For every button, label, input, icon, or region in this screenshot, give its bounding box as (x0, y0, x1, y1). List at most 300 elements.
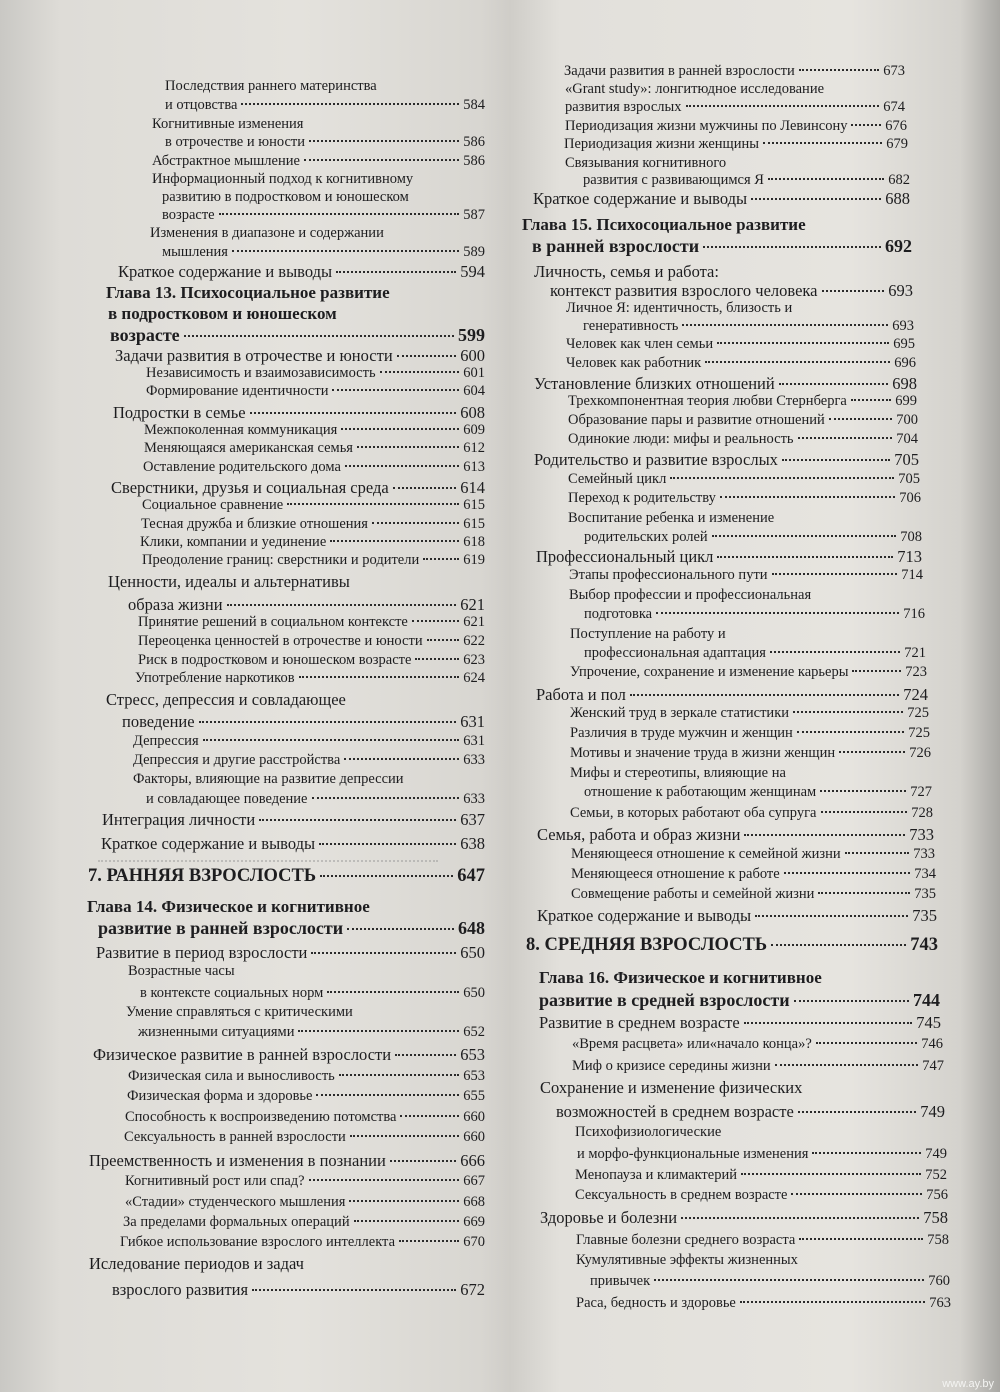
toc-entry-page: 679 (886, 136, 908, 152)
dot-leader (344, 758, 459, 760)
toc-entry-title: Глава 14. Физическое и когнитивное (87, 897, 370, 916)
toc-entry (124, 1129, 485, 1146)
toc-entry (537, 906, 937, 926)
dot-leader (259, 819, 456, 821)
dot-leader (686, 105, 880, 107)
toc-entry (568, 431, 918, 448)
toc-entry-page: 716 (903, 606, 925, 622)
dot-leader (818, 892, 910, 894)
dot-leader (232, 250, 459, 252)
toc-entry-title: Переход к родительству (568, 490, 716, 506)
toc-entry (569, 567, 923, 584)
toc-entry (140, 534, 485, 551)
toc-entry (142, 552, 485, 569)
toc-entry (568, 490, 921, 507)
toc-entry-page: 674 (883, 99, 905, 115)
toc-entry-title: Периодизация жизни мужчины по Левинсону (565, 118, 848, 134)
toc-entry (570, 725, 930, 742)
toc-entry-title: Когнитивные изменения (152, 116, 304, 132)
toc-entry-page: 612 (463, 440, 485, 456)
dot-leader (845, 852, 910, 854)
dot-leader (798, 437, 893, 439)
dot-leader (357, 446, 459, 448)
toc-entry-title: Сверстники, друзья и социальная среда (111, 478, 389, 497)
dot-leader (829, 418, 892, 420)
dot-leader (812, 1152, 921, 1154)
toc-entry (162, 207, 485, 224)
toc-entry (571, 866, 936, 883)
toc-entry (162, 189, 409, 206)
dot-leader (298, 1030, 459, 1032)
toc-entry-title: Преодоление границ: сверстники и родители (142, 552, 420, 568)
toc-entry-page: 601 (463, 365, 485, 381)
dot-leader (311, 952, 456, 954)
toc-entry (570, 705, 929, 722)
toc-entry (112, 1280, 485, 1300)
toc-entry (568, 412, 918, 429)
toc-entry (536, 685, 928, 705)
dot-leader (332, 389, 459, 391)
toc-entry (583, 318, 914, 335)
toc-entry-page: 594 (460, 262, 485, 281)
toc-entry-title: Принятие решений в социальном контексте (138, 614, 408, 630)
toc-entry (87, 897, 370, 917)
toc-entry-page: 693 (888, 281, 913, 300)
toc-entry-title: и морфо-функциональные изменения (577, 1146, 809, 1162)
dot-leader (423, 558, 459, 560)
toc-entry-page: 615 (463, 497, 485, 513)
toc-entry-page: 586 (463, 134, 485, 150)
toc-entry (144, 440, 485, 457)
toc-entry (152, 153, 485, 170)
toc-entry-page: 704 (896, 431, 918, 447)
toc-entry-title: Сохранение и изменение физических (540, 1078, 803, 1097)
toc-entry-page: 633 (463, 791, 485, 807)
toc-entry-title: Меняющаяся американская семья (144, 440, 353, 456)
toc-entry (128, 1068, 485, 1085)
toc-entry-page: 589 (463, 244, 485, 260)
toc-entry-page: 652 (463, 1024, 485, 1040)
toc-entry (550, 281, 913, 301)
dot-leader (852, 670, 901, 672)
toc-entry-title: Факторы, влияющие на развитие депрессии (133, 771, 404, 787)
toc-entry (576, 1232, 949, 1249)
toc-entry (533, 189, 910, 209)
toc-entry-page: 724 (903, 685, 928, 704)
toc-entry (125, 1173, 485, 1190)
toc-entry (89, 1151, 485, 1171)
dot-leader (350, 1135, 459, 1137)
toc-entry-title: Миф о кризисе середины жизни (572, 1058, 771, 1074)
toc-entry-page: 673 (883, 63, 905, 79)
toc-entry-page: 637 (460, 810, 485, 829)
toc-entry-page: 726 (909, 745, 931, 761)
toc-entry-page: 621 (463, 614, 485, 630)
toc-entry (133, 733, 485, 750)
toc-entry-page: 653 (463, 1068, 485, 1084)
toc-entry-page: 676 (885, 118, 907, 134)
dot-leader (820, 790, 906, 792)
toc-entry-page: 587 (463, 207, 485, 223)
toc-entry-page: 614 (460, 478, 485, 497)
toc-entry-page: 728 (911, 805, 933, 821)
dot-leader (775, 1064, 919, 1066)
dot-leader (241, 103, 459, 105)
toc-entry-title: возможностей в среднем возрасте (556, 1102, 794, 1121)
toc-entry-page: 705 (894, 450, 919, 469)
toc-entry-title: Ценности, идеалы и альтернативы (108, 572, 350, 591)
toc-entry-page: 668 (463, 1194, 485, 1210)
toc-entry (568, 471, 920, 488)
toc-entry-title: взрослого развития (112, 1280, 249, 1299)
toc-entry (575, 1124, 721, 1141)
toc-entry-title: Риск в подростковом и юношеском возрасте (138, 652, 412, 668)
toc-entry-page: 609 (463, 422, 485, 438)
toc-entry (133, 771, 404, 788)
toc-entry (570, 765, 786, 782)
toc-entry-title: Переоценка ценностей в отрочестве и юности (138, 633, 423, 649)
toc-entry-title: поведение (122, 712, 195, 731)
toc-entry-title: Родительство и развитие взрослых (534, 450, 778, 469)
toc-entry-page: 727 (910, 784, 932, 800)
toc-entry-title: развитию в подростковом и юношеском (162, 189, 409, 205)
dot-leader (751, 198, 881, 200)
toc-entry-page: 584 (463, 97, 485, 113)
toc-entry-page: 619 (463, 552, 485, 568)
toc-entry-title: Психофизиологические (575, 1124, 722, 1140)
toc-entry-page: 735 (912, 906, 937, 925)
toc-entry-title: Социальное сравнение (142, 497, 284, 513)
toc-entry-title: родительских ролей (584, 529, 708, 545)
toc-entry-title: Независимость и взаимозависимость (146, 365, 376, 381)
dot-leader (744, 834, 905, 836)
toc-entry (128, 595, 485, 615)
toc-entry-page: 650 (463, 985, 485, 1001)
toc-entry-title: Семья, работа и образ жизни (537, 825, 741, 844)
toc-entry (564, 63, 905, 80)
dot-leader (312, 797, 460, 799)
toc-entry-title: Информационный подход к когнитивному (152, 171, 414, 187)
dot-leader (682, 324, 888, 326)
toc-entry (575, 1187, 948, 1204)
dot-leader (784, 872, 911, 874)
toc-entry (135, 670, 485, 687)
toc-entry-title: Стресс, депрессия и совладающее (106, 690, 346, 709)
toc-entry-title: Личность, семья и работа: (534, 262, 719, 281)
dot-leader (717, 556, 893, 558)
toc-entry-title: Менопауза и климактерий (575, 1167, 737, 1183)
toc-entry (584, 529, 922, 546)
toc-entry-page: 758 (927, 1232, 949, 1248)
toc-entry-title: Изменения в диапазоне и содержании (150, 225, 384, 241)
toc-entry-title: Когнитивный рост или спад? (125, 1173, 305, 1189)
toc-entry-title: образа жизни (128, 595, 223, 614)
dot-leader (763, 142, 882, 144)
toc-entry (565, 155, 726, 172)
toc-entry-page: 696 (894, 355, 916, 371)
toc-entry-page: 660 (463, 1129, 485, 1145)
toc-entry-page: 599 (458, 325, 485, 345)
dot-leader (320, 875, 453, 877)
toc-entry-page: 746 (921, 1036, 943, 1052)
toc-entry-page: 745 (916, 1013, 941, 1032)
toc-entry (142, 497, 485, 514)
toc-entry-page: 760 (928, 1273, 950, 1289)
toc-entry (572, 1058, 944, 1075)
toc-entry-title: «Стадии» студенческого мышления (125, 1194, 346, 1210)
toc-entry (569, 587, 811, 604)
toc-entry-title: Меняющееся отношение к работе (571, 866, 780, 882)
toc-entry-page: 615 (463, 516, 485, 532)
toc-entry (570, 745, 931, 762)
dot-leader (712, 535, 897, 537)
dot-leader (681, 1217, 919, 1219)
toc-entry (89, 1254, 304, 1274)
toc-entry-title: Женский труд в зеркале статистики (570, 705, 790, 721)
toc-entry (568, 510, 774, 527)
toc-entry-title: подготовка (584, 606, 653, 622)
toc-entry (566, 355, 916, 372)
toc-entry (571, 846, 935, 863)
toc-entry-page: 698 (892, 374, 917, 393)
toc-entry-title: в ранней взрослости (532, 236, 700, 256)
dot-leader (330, 540, 459, 542)
toc-entry-page: 608 (460, 403, 485, 422)
toc-entry (570, 805, 933, 822)
toc-entry-title: Задачи развития в отрочестве и юности (115, 346, 393, 365)
toc-entry-page: 655 (463, 1088, 485, 1104)
toc-entry-title: привычек (590, 1273, 651, 1289)
toc-entry (118, 262, 485, 282)
toc-entry-title: Семьи, в которых работают оба супруга (570, 805, 817, 821)
dot-leader (304, 159, 459, 161)
toc-entry (108, 572, 350, 592)
toc-entry-title: Этапы профессионального пути (569, 567, 768, 583)
toc-entry-page: 647 (457, 866, 485, 886)
toc-entry-title: 8. СРЕДНЯЯ ВЗРОСЛОСТЬ (526, 935, 768, 955)
toc-entry (101, 834, 485, 854)
toc-entry-title: Трехкомпонентная теория любви Стернберга (568, 393, 847, 409)
toc-entry-title: Воспитание ребенка и изменение (568, 510, 775, 526)
toc-entry-title: Одинокие люди: мифы и реальность (568, 431, 794, 447)
toc-entry-title: Формирование идентичности (146, 383, 329, 399)
toc-entry (111, 478, 485, 498)
dot-leader (252, 1289, 456, 1291)
toc-entry-page: 743 (910, 935, 938, 955)
toc-entry-page: 747 (922, 1058, 944, 1074)
toc-entry-title: Сексуальность в среднем возрасте (575, 1187, 788, 1203)
toc-entry-title: Задачи развития в ранней взрослости (564, 63, 795, 79)
dot-leader (703, 246, 881, 248)
toc-entry (540, 1078, 802, 1098)
toc-entry-page: 672 (460, 1280, 485, 1299)
toc-entry-title: Физическая форма и здоровье (127, 1088, 313, 1104)
toc-entry-page: 624 (463, 670, 485, 686)
toc-entry (113, 403, 485, 423)
toc-entry-title: Мотивы и значение труда в жизни женщин (570, 745, 836, 761)
toc-entry (165, 134, 485, 151)
toc-entry (152, 116, 303, 133)
toc-entry-page: 604 (463, 383, 485, 399)
toc-entry-page: 650 (460, 943, 485, 962)
toc-entry-title: Возрастные часы (128, 963, 235, 979)
toc-entry-title: Краткое содержание и выводы (537, 906, 752, 925)
dot-leader (341, 428, 459, 430)
toc-entry-page: 734 (914, 866, 936, 882)
toc-entry-title: жизненными ситуациями (138, 1024, 295, 1040)
dot-leader (797, 731, 904, 733)
toc-entry (146, 383, 485, 400)
toc-entry-page: 631 (460, 712, 485, 731)
dot-leader (250, 412, 457, 414)
toc-entry-page: 638 (460, 834, 485, 853)
toc-entry (522, 215, 806, 235)
toc-entry (88, 866, 485, 887)
toc-entry-page: 667 (463, 1173, 485, 1189)
toc-entry (564, 136, 908, 153)
toc-entry-title: Развитие в период взрослости (96, 943, 308, 962)
toc-entry-title: Интеграция личности (102, 810, 256, 829)
toc-entry-title: Образование пары и развитие отношений (568, 412, 825, 428)
dot-leader (347, 928, 454, 930)
toc-entry-page: 660 (463, 1109, 485, 1125)
toc-entry (534, 374, 917, 394)
toc-entry-title: Оставление родительского дома (143, 459, 341, 475)
toc-entry-page: 700 (896, 412, 918, 428)
toc-entry-title: Меняющееся отношение к семейной жизни (571, 846, 841, 862)
toc-entry-page: 723 (905, 664, 927, 680)
dot-leader (744, 1022, 913, 1024)
toc-entry (138, 652, 485, 669)
toc-entry (106, 283, 390, 303)
toc-entry-title: Гибкое использование взрослого интеллекта (120, 1234, 396, 1250)
dot-leader (319, 843, 456, 845)
toc-entry-page: 618 (463, 534, 485, 550)
toc-entry-title: Работа и пол (536, 685, 626, 704)
dot-leader (740, 1301, 925, 1303)
toc-entry-page: 621 (460, 595, 485, 614)
toc-entry (537, 825, 934, 845)
toc-entry-page: 669 (463, 1214, 485, 1230)
toc-entry-title: развития взрослых (565, 99, 682, 115)
toc-entry (140, 985, 485, 1002)
toc-entry-title: Последствия раннего материнства (165, 78, 377, 94)
toc-entry (584, 645, 926, 662)
toc-entry-page: 699 (895, 393, 917, 409)
dot-leader (771, 944, 906, 946)
dot-leader (821, 811, 908, 813)
toc-entry (536, 547, 922, 567)
toc-entry-title: генеративность (583, 318, 679, 334)
toc-entry (534, 262, 719, 282)
dot-leader (372, 522, 459, 524)
toc-entry (98, 918, 485, 939)
toc-entry-page: 706 (899, 490, 921, 506)
toc-entry-title: Человек как работник (566, 355, 702, 371)
toc-entry (572, 1036, 943, 1053)
dot-leader (415, 658, 459, 660)
toc-entry (138, 633, 485, 650)
toc-entry-page: 758 (923, 1208, 948, 1227)
toc-entry-title: возрасте (110, 325, 180, 345)
toc-entry (144, 422, 485, 439)
toc-entry (122, 712, 485, 732)
toc-entry (584, 784, 932, 801)
toc-entry-title: отношение к работающим женщинам (584, 784, 817, 800)
toc-entry-title: возрасте (162, 207, 215, 223)
toc-entry-title: Периодизация жизни женщины (564, 136, 759, 152)
toc-entry-title: контекст развития взрослого человека (550, 281, 818, 300)
toc-entry-title: Установление близких отношений (534, 374, 775, 393)
toc-entry-page: 721 (904, 645, 926, 661)
toc-entry (150, 225, 384, 242)
toc-entry-page: 749 (920, 1102, 945, 1121)
toc-entry-title: Клики, компании и уединение (140, 534, 327, 550)
toc-entry (106, 690, 346, 710)
toc-entry (110, 325, 485, 346)
dot-leader (327, 991, 459, 993)
dot-leader (336, 271, 456, 273)
toc-entry (576, 1295, 951, 1312)
toc-entry (532, 236, 912, 257)
dot-leader (316, 1094, 459, 1096)
toc-entry-title: Здоровье и болезни (540, 1208, 678, 1227)
toc-entry-title: Упрочение, сохранение и изменение карьеры (570, 664, 849, 680)
toc-entry-title: Глава 16. Физическое и когнитивное (539, 968, 822, 987)
dot-leader (349, 1200, 459, 1202)
toc-entry-title: Сексуальность в ранней взрослости (124, 1129, 346, 1145)
toc-entry-title: Депрессия и другие расстройства (133, 752, 341, 768)
toc-entry-title: Семейный цикл (568, 471, 667, 487)
dot-leader (768, 178, 884, 180)
dot-leader (656, 612, 899, 614)
dot-leader (309, 140, 459, 142)
dot-leader (851, 399, 891, 401)
toc-entry (565, 81, 824, 98)
dot-leader (822, 290, 885, 292)
dot-leader (354, 1220, 460, 1222)
toc-entry-title: Человек как член семьи (566, 336, 714, 352)
dot-leader (184, 335, 454, 337)
toc-entry-title: Личное Я: идентичность, близость и (566, 300, 793, 316)
toc-entry-page: 622 (463, 633, 485, 649)
toc-entry-title: Межпоколенная коммуникация (144, 422, 338, 438)
toc-entry (575, 1167, 947, 1184)
toc-entry (141, 516, 485, 533)
dot-leader (309, 1179, 460, 1181)
toc-entry-title: в подростковом и юношеском (108, 304, 337, 323)
toc-entry-title: Способность к воспроизведению потомства (125, 1109, 397, 1125)
dot-leader (345, 465, 459, 467)
dot-leader (299, 676, 460, 678)
toc-entry-page: 653 (460, 1045, 485, 1064)
dot-leader (219, 213, 460, 215)
dot-leader (799, 1238, 923, 1240)
toc-entry-title: профессиональная адаптация (584, 645, 766, 661)
toc-entry-page: 733 (913, 846, 935, 862)
dot-leader (839, 751, 905, 753)
dot-leader (717, 342, 889, 344)
toc-entry (571, 886, 936, 903)
toc-entry-title: Краткое содержание и выводы (533, 189, 748, 208)
dot-leader (400, 1115, 459, 1117)
dot-leader (427, 639, 460, 641)
dot-leader (770, 651, 900, 653)
toc-entry-title: «Время расцвета» или«начало конца»? (572, 1036, 812, 1052)
toc-entry-page: 586 (463, 153, 485, 169)
dot-leader (851, 124, 881, 126)
toc-entry-page: 725 (908, 725, 930, 741)
